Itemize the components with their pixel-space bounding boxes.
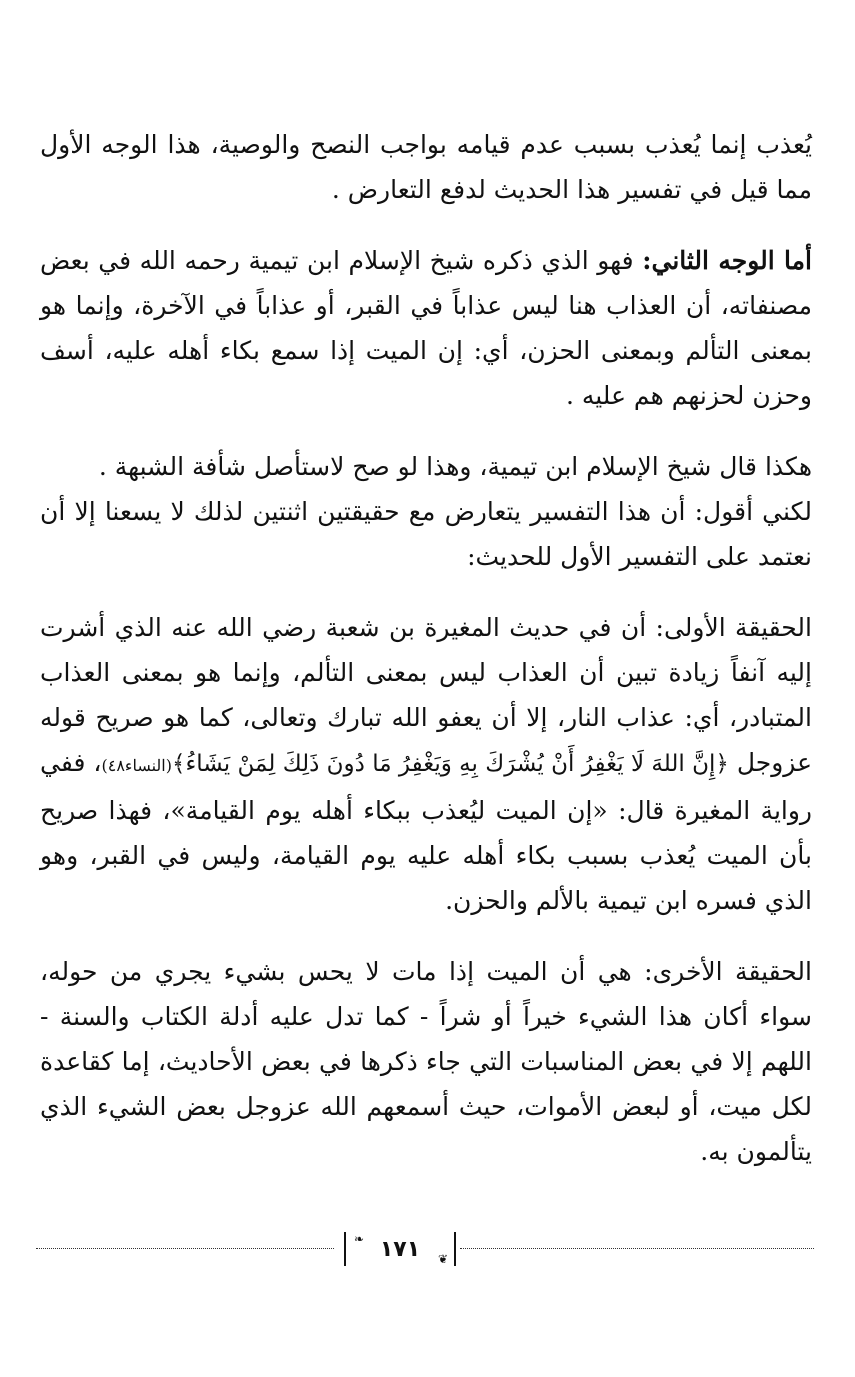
footer-rule-right (460, 1248, 814, 1249)
footer-rule-left (36, 1248, 334, 1249)
frame-ornament-icon: ❧ (354, 1232, 365, 1246)
page-footer (36, 1228, 814, 1272)
paragraph-1: يُعذب إنما يُعذب بسبب عدم قيامه بواجب النصح والوصية، هذا الوجه الأول مما قيل في تفسير هذا الحديث لدفع التعارض . (40, 130, 812, 204)
quran-verse: ﴿إِنَّ اللهَ لَا يَغْفِرُ أَنْ يُشْرَكَ بِهِ وَيَغْفِرُ مَا دُونَ ذَلِكَ لِمَنْ يَشَاءُ﴾ (171, 751, 729, 777)
body-text (40, 122, 812, 1174)
frame-ornament-icon: ❦ (437, 1252, 448, 1266)
paragraph-2-body: فهو الذي ذكره شيخ الإسلام ابن تيمية رحمه الله في بعض مصنفاته، أن العذاب هنا ليس عذاباً في القبر، أو عذاباً في الآخرة، وإنما هو بمعنى التألم وبمعنى الحزن، أي: إن الميت إذا سمع بكاء أهله عليه، أسف وحزن لحزنهم هم عليه . (40, 246, 812, 410)
paragraph-5-part-a: الحقيقة الأولى: أن في حديث المغيرة بن شعبة رضي الله عنه الذي أشرت إليه آنفاً زيادة تبين أن العذاب ليس بمعنى التألم، وإنما هو بمعنى العذاب المتبادر، أي: عذاب النار، إلا أن يعفو الله تبارك وتعالى، كما هو صريح قوله عزوجل (40, 613, 813, 777)
page-number: ١٧١ (379, 1236, 421, 1262)
paragraph-2-lead: أما الوجه الثاني: (642, 246, 813, 275)
paragraph-6: الحقيقة الأخرى: هي أن الميت إذا مات لا يحس بشيء يجري من حوله، سواء أكان هذا الشيء خيراً أو شراً - كما تدل عليه أدلة الكتاب والسنة - اللهم إلا في بعض المناسبات التي جاء ذكرها في بعض الأحاديث، إما كقاعدة لكل ميت، أو لبعض الأموات، حيث أسمعهم الله عزوجل بعض الشيء الذي يتألمون به. (40, 957, 812, 1166)
paragraph-5 (40, 605, 812, 923)
paragraph-4: لكني أقول: أن هذا التفسير يتعارض مع حقيقتين اثنتين لذلك لا يسعنا إلا أن نعتمد على التفسير الأول للحديث: (40, 497, 812, 571)
page-number-frame (344, 1232, 456, 1266)
verse-citation: (النساء٤٨) (101, 756, 172, 775)
paragraph-5-part-b: ، ففي رواية المغيرة قال: «إن الميت ليُعذب ببكاء أهله يوم القيامة»، فهذا صريح بأن الميت يُعذب بسبب بكاء أهله عليه يوم القيامة، وليس في القبر، وهو الذي فسره ابن تيمية بالألم والحزن. (40, 748, 812, 915)
paragraph-3: هكذا قال شيخ الإسلام ابن تيمية، وهذا لو صح لاستأصل شأفة الشبهة . (98, 452, 812, 481)
paragraph-2 (40, 238, 812, 418)
